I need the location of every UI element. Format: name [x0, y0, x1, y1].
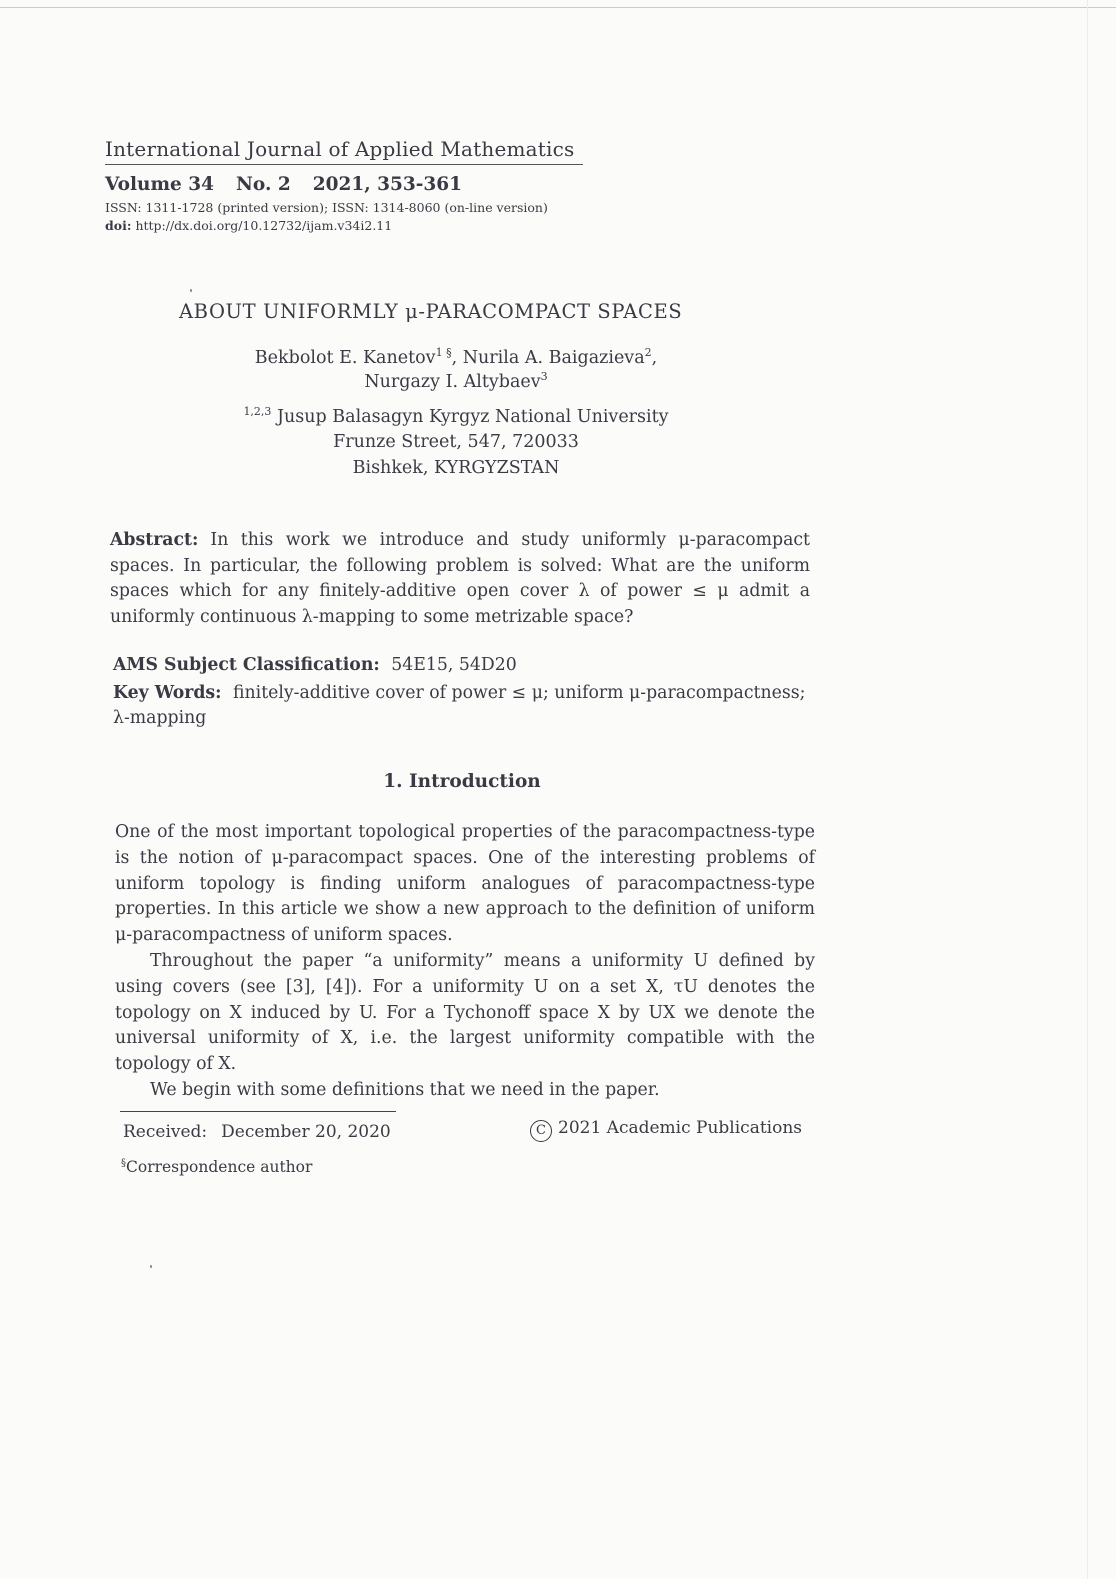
received-value: December 20, 2020: [221, 1122, 391, 1142]
authors-line-1: [0, 346, 912, 368]
copyright-icon: C: [530, 1120, 552, 1142]
received-label: Received:: [123, 1122, 208, 1142]
copyright-text: 2021 Academic Publications: [558, 1118, 803, 1138]
doi-label: doi:: [105, 218, 132, 233]
authors-line-2: [0, 370, 912, 392]
keywords-value: finitely-additive cover of power ≤ μ; uniform μ-paracompactness; λ-mapping: [113, 683, 806, 728]
issn: ISSN: 1311-1728 (printed version); ISSN: 1314-8060 (on-line version): [105, 200, 548, 215]
author-3: Nurgazy I. Altybaev: [364, 371, 541, 392]
year-pages: 2021, 353-361: [312, 174, 462, 195]
scan-speck: [190, 289, 192, 292]
scan-artifact-edge: [1087, 0, 1088, 1579]
affiliation-mark: 1,2,3: [243, 405, 272, 418]
author-2: , Nurila A. Baigazieva: [451, 347, 645, 368]
section-heading: 1. Introduction: [383, 771, 541, 792]
author-2-tail: ,: [651, 347, 658, 368]
footnote-rule: [120, 1111, 396, 1112]
affiliation-line-3: Bishkek, KYRGYZSTAN: [352, 458, 560, 478]
paragraph: Throughout the paper “a uniformity” means a uniformity U defined by using covers (see [3], [4]). For a uniformity U on a set X, τU denotes the topology on X induced by U. For a Tychonoff space X by UX we denote the universal uniformity of X, i.e. the largest uniformity compatible with the topology of X.: [115, 950, 815, 1075]
abstract: [110, 528, 810, 630]
author-3-mark: 3: [540, 370, 548, 383]
journal-rule: [105, 164, 583, 165]
scan-artifact-line: [0, 7, 1116, 8]
doi: [105, 218, 392, 233]
keywords-label: Key Words:: [113, 683, 222, 703]
affiliation-university: Jusup Balasagyn Kyrgyz National University: [271, 406, 669, 427]
journal-name: International Journal of Applied Mathematics: [105, 137, 575, 161]
affiliation-line-1: [0, 405, 912, 427]
abstract-text: In this work we introduce and study uniformly μ-paracompact spaces. In particular, the following problem is solved: What are the uniform spaces which for any finitely-additive open cover λ of power ≤ μ admit a uniformly continuous λ-mapping to some metrizable space?: [110, 530, 810, 627]
abstract-label: Abstract:: [110, 530, 199, 550]
ams-value: 54E15, 54D20: [391, 655, 517, 675]
received-date: [123, 1122, 405, 1142]
paragraph: One of the most important topological properties of the paracompactness-type is the notion of μ-paracompact spaces. One of the interesting problems of uniform topology is finding uniform analogues of paracompactness-type properties. In this article we show a new approach to the definition of uniform μ-paracompactness of uniform spaces.: [115, 822, 815, 946]
doi-link[interactable]: http://dx.doi.org/10.12732/ijam.v34i2.11: [135, 218, 393, 233]
volume-line: [105, 174, 484, 195]
paper-title: ABOUT UNIFORMLY μ-PARACOMPACT SPACES: [179, 300, 683, 323]
affiliation-line-2: Frunze Street, 547, 720033: [333, 432, 579, 452]
ams-label: AMS Subject Classification:: [113, 655, 380, 675]
key-words: [113, 681, 813, 731]
author-1: Bekbolot E. Kanetov: [254, 347, 436, 368]
scan-speck: [150, 1265, 152, 1268]
volume: Volume 34: [105, 174, 215, 195]
footnote-text: Correspondence author: [126, 1158, 313, 1177]
ams-classification: [113, 655, 517, 675]
footnote-mark: §: [121, 1158, 126, 1169]
author-1-mark: 1 §: [435, 346, 452, 359]
paragraph: We begin with some definitions that we need in the paper.: [150, 1079, 660, 1100]
issue-number: No. 2: [236, 174, 291, 195]
author-2-mark: 2: [644, 346, 652, 359]
body-text: [115, 820, 815, 1104]
footnote: [121, 1158, 312, 1176]
copyright: [530, 1118, 802, 1142]
